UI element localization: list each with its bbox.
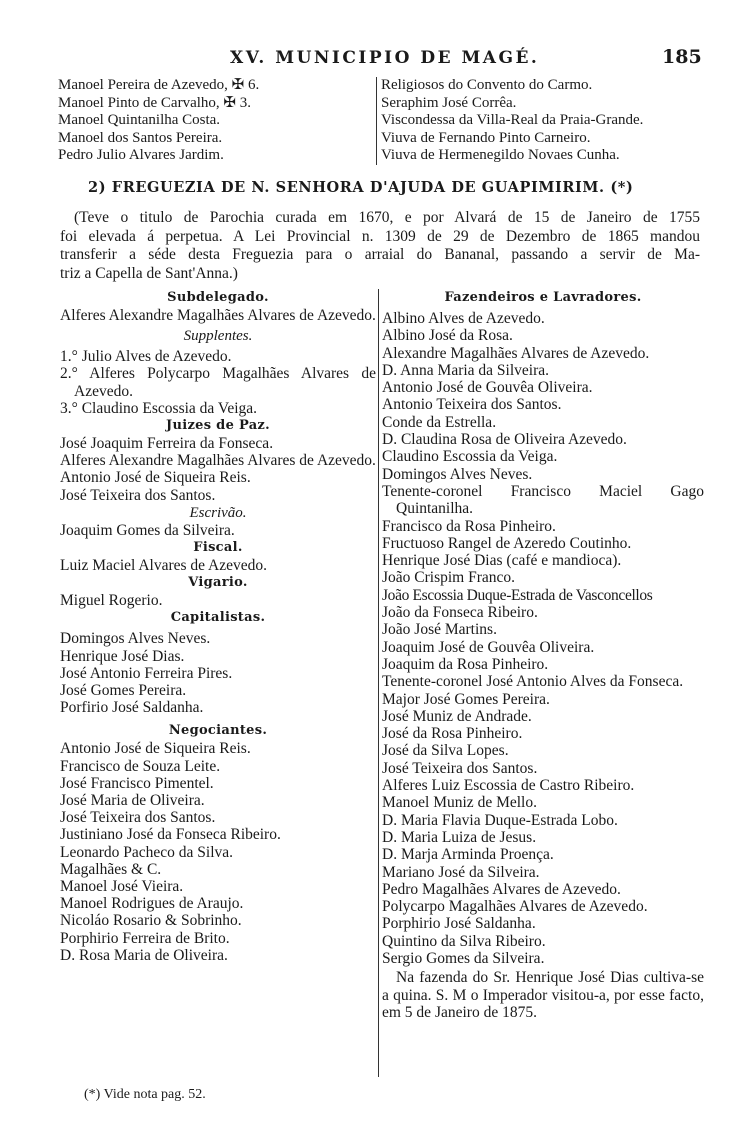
list-item: José Muniz de Andrade.: [382, 707, 532, 725]
list-item: Viuva de Fernando Pinto Carneiro.: [381, 129, 591, 146]
list-item: José Maria de Oliveira.: [60, 792, 205, 810]
list-item: Luiz Maciel Alvares de Azevedo.: [60, 557, 268, 575]
fazendeiros-heading: Fazendeiros e Lavradores.: [444, 290, 642, 305]
list-item: Seraphim José Corrêa.: [381, 94, 517, 111]
list-item: José Teixeira dos Santos.: [382, 759, 538, 777]
list-item: João Escossia Duque-Estrada de Vasconcellos: [382, 586, 653, 604]
list-item: Nicoláo Rosario & Sobrinho.: [60, 912, 242, 930]
list-item: Miguel Rogerio.: [60, 592, 163, 610]
list-item: Porfirio José Saldanha.: [60, 699, 204, 717]
list-item: Porphirio Ferreira de Brito.: [60, 929, 230, 947]
list-item: Albino Alves de Azevedo.: [382, 310, 545, 327]
list-item: José Gomes Pereira.: [60, 682, 187, 700]
list-item: Viscondessa da Villa-Real da Praia-Grande.: [381, 112, 644, 128]
list-item: Manoel Quintanilha Costa.: [58, 112, 221, 128]
list-item: D. Rosa Maria de Oliveira.: [60, 946, 228, 964]
continued-list-right: [376, 77, 711, 165]
list-item: José Francisco Pimentel.: [60, 774, 214, 792]
list-item: João José Martins.: [382, 621, 497, 639]
list-item: Manoel Pinto de Carvalho, ✠ 3.: [58, 94, 251, 111]
list-item: 1.° Julio Alves de Azevedo.: [60, 348, 232, 366]
list-item: Viuva de Hermenegildo Novaes Cunha.: [381, 147, 620, 163]
list-item: Francisco de Souza Leite.: [60, 757, 221, 775]
capitalistas-heading: Capitalistas.: [170, 610, 266, 626]
list-item: Alferes Alexandre Magalhães Alvares de Azevedo.: [60, 307, 376, 324]
intro-line: (Teve o titulo de Parochia curada em 1670, e por Alvará de 15 de Janeiro de 1755: [74, 209, 700, 226]
intro-line: transferir a séde desta Freguezia para o arraial do Bananal, passando a servir de Ma-: [60, 246, 700, 263]
page-number: 185: [662, 46, 702, 68]
list-item: 3.° Claudino Escossia da Veiga.: [60, 399, 258, 417]
continued-list-left: [58, 77, 368, 165]
list-item: Joaquim Gomes da Silveira.: [60, 521, 235, 539]
list-item: José Teixeira dos Santos.: [60, 486, 216, 504]
list-item: Joaquim José de Gouvêa Oliveira.: [382, 638, 595, 656]
list-item: Pedro Julio Alvares Jardim.: [58, 147, 224, 163]
list-item: Fructuoso Rangel de Azeredo Coutinho.: [382, 534, 632, 552]
right-column: [382, 289, 704, 1021]
list-item: Alexandre Magalhães Alvares de Azevedo.: [382, 344, 650, 362]
list-item: Porphirio José Saldanha.: [382, 915, 536, 933]
list-item: Polycarpo Magalhães Alvares de Azevedo.: [382, 898, 648, 916]
list-item: Religiosos do Convento do Carmo.: [381, 77, 593, 93]
list-item: João da Fonseca Ribeiro.: [382, 604, 538, 622]
list-item: José da Rosa Pinheiro.: [382, 725, 523, 743]
list-item: Manoel José Vieira.: [60, 878, 184, 896]
list-item: 2.° Alferes Polycarpo Magalhães Alvares de Azevedo.: [60, 365, 376, 400]
list-item: Alferes Alexandre Magalhães Alvares de Azevedo.: [60, 452, 376, 470]
list-item: Justiniano José da Fonseca Ribeiro.: [60, 826, 281, 844]
list-item: Joaquim da Rosa Pinheiro.: [382, 655, 549, 673]
list-item: Antonio José de Siqueira Reis.: [60, 469, 251, 487]
list-item: Domingos Alves Neves.: [382, 465, 533, 483]
escrivao-heading: Escrivão.: [189, 504, 247, 521]
list-item: Antonio José de Siqueira Reis.: [60, 740, 251, 758]
list-item: Domingos Alves Neves.: [60, 630, 211, 648]
list-item: D. Marja Arminda Proença.: [382, 846, 554, 864]
list-item: Alferes Luiz Escossia de Castro Ribeiro.: [382, 777, 635, 795]
list-item: D. Claudina Rosa de Oliveira Azevedo.: [382, 431, 627, 449]
list-item: Manoel Muniz de Mello.: [382, 794, 537, 812]
list-item: Antonio José de Gouvêa Oliveira.: [382, 379, 593, 397]
intro-line: foi elevada á perpetua. A Lei Provincial n. 1309 de 29 de Dezembro de 1865 mandou: [60, 227, 700, 245]
left-column: [60, 289, 376, 964]
supplentes-heading: Supplentes.: [183, 328, 253, 345]
list-item: José Joaquim Ferreira da Fonseca.: [60, 435, 274, 453]
list-item: Francisco da Rosa Pinheiro.: [382, 517, 556, 535]
quina-note: Na fazenda do Sr. Henrique José Dias cultiva-se a quina. S. M o Imperador visitou-a, por esse facto, em 5 de Janeiro de 1875.: [382, 969, 704, 1021]
running-head: XV. MUNICIPIO DE MAGÉ.: [230, 48, 540, 68]
list-item: Major José Gomes Pereira.: [382, 690, 550, 708]
list-item: Tenente-coronel José Antonio Alves da Fonseca.: [382, 673, 684, 691]
subdelegado-heading: Subdelegado.: [167, 290, 269, 305]
footnote: (*) Vide nota pag. 52.: [84, 1087, 206, 1102]
list-item: Manoel Pereira de Azevedo, ✠ 6.: [58, 77, 260, 93]
list-item: José da Silva Lopes.: [382, 742, 509, 760]
list-item: Sergio Gomes da Silveira.: [382, 949, 545, 967]
list-item: Manoel dos Santos Pereira.: [58, 129, 223, 146]
intro-line: triz a Capella de Sant'Anna.): [60, 264, 238, 282]
list-item: João Crispim Franco.: [382, 569, 516, 587]
list-item: Antonio Teixeira dos Santos.: [382, 396, 562, 414]
list-item: Pedro Magalhães Alvares de Azevedo.: [382, 880, 621, 898]
fiscal-heading: Fiscal.: [193, 540, 243, 556]
page-header: [0, 48, 747, 74]
juizes-heading: Juizes de Paz.: [166, 418, 270, 434]
list-item: Conde da Estrella.: [382, 413, 497, 431]
list-item: José Antonio Ferreira Pires.: [60, 664, 233, 682]
column-divider: [378, 289, 379, 1077]
list-item: Mariano José da Silveira.: [382, 863, 540, 881]
list-item: Albino José da Rosa.: [382, 327, 513, 345]
section-title: 2) FREGUEZIA DE N. SENHORA D'AJUDA DE GUAPIMIRIM. (*): [88, 179, 634, 196]
negociantes-heading: Negociantes.: [168, 723, 268, 739]
list-item: Quintino da Silva Ribeiro.: [382, 932, 546, 950]
list-item: Claudino Escossia da Veiga.: [382, 448, 558, 466]
list-item: D. Anna Maria da Silveira.: [382, 361, 550, 379]
intro-paragraph: [60, 209, 700, 283]
list-item: D. Maria Flavia Duque-Estrada Lobo.: [382, 811, 618, 829]
list-item: Magalhães & C.: [60, 860, 162, 878]
list-item: Tenente-coronel Francisco Maciel Gago Quintanilha.: [382, 482, 704, 518]
list-item: José Teixeira dos Santos.: [60, 809, 216, 827]
list-item: Henrique José Dias (café e mandioca).: [382, 552, 622, 570]
list-item: D. Maria Luiza de Jesus.: [382, 828, 537, 846]
list-item: Henrique José Dias.: [60, 647, 185, 665]
list-item: Leonardo Pacheco da Silva.: [60, 843, 234, 861]
list-item: Manoel Rodrigues de Araujo.: [60, 895, 244, 913]
vigario-heading: Vigario.: [188, 575, 248, 591]
